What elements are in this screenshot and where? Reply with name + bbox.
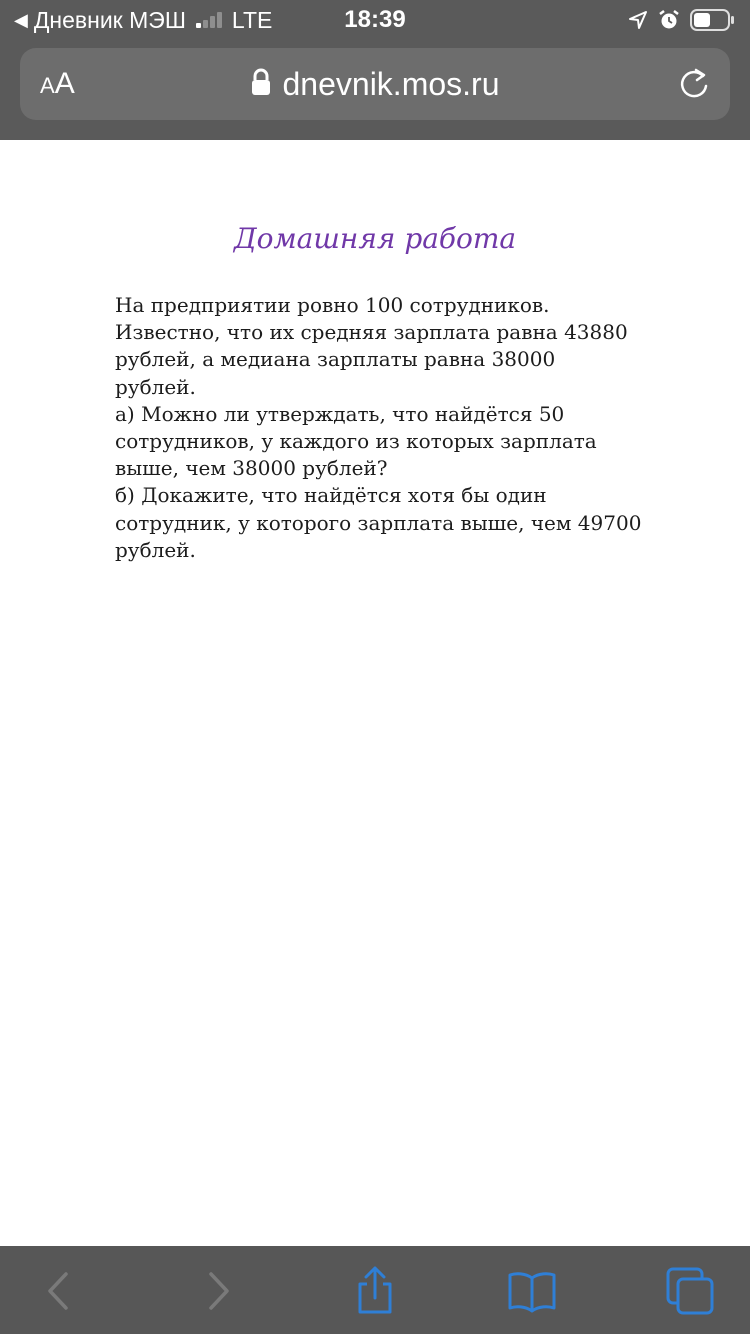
task-line: сотрудник, у которого зарплата выше, чем 49700 <box>115 510 642 535</box>
carrier-label: LTE <box>231 6 273 33</box>
task-line: Известно, что их средняя зарплата равна 43880 <box>115 320 628 345</box>
lock-icon <box>251 68 271 101</box>
browser-bottom-toolbar <box>0 1246 750 1334</box>
homework-title: Домашняя работа <box>233 222 517 255</box>
task-line: а) Можно ли утверждать, что найдётся 50 <box>115 401 565 426</box>
url-display[interactable] <box>20 48 730 120</box>
task-line: б) Докажите, что найдётся хотя бы один <box>115 483 547 508</box>
back-triangle-icon: ◀ <box>14 9 28 30</box>
location-arrow-icon <box>628 10 648 30</box>
url-text: dnevnik.mos.ru <box>282 65 500 102</box>
status-icons <box>628 6 736 34</box>
task-line: рублей. <box>115 537 196 562</box>
task-line: рублей. <box>115 374 196 399</box>
task-line: сотрудников, у каждого из которых зарплата <box>115 429 597 454</box>
alarm-clock-icon <box>658 9 680 31</box>
browser-top-chrome <box>0 0 750 140</box>
back-icon[interactable] <box>34 1266 84 1316</box>
back-app-label: Дневник МЭШ <box>33 6 186 33</box>
text-size-small-a: A <box>40 73 55 98</box>
forward-icon[interactable] <box>193 1266 243 1316</box>
homework-task-text <box>115 292 705 564</box>
task-line: На предприятии ровно 100 сотрудников. <box>115 293 550 317</box>
reload-icon[interactable] <box>676 66 712 102</box>
task-line: выше, чем 38000 рублей? <box>115 456 388 481</box>
tabs-icon[interactable] <box>665 1266 715 1316</box>
text-size-large-a: A <box>54 67 75 100</box>
status-time: 18:39 <box>344 6 406 33</box>
share-icon[interactable] <box>350 1266 400 1316</box>
task-line: рублей, а медиана зарплаты равна 38000 <box>115 347 556 372</box>
address-bar[interactable] <box>20 48 730 120</box>
bookmarks-icon[interactable] <box>507 1266 557 1316</box>
status-bar <box>0 0 750 40</box>
web-content[interactable] <box>0 140 750 1246</box>
battery-icon <box>690 8 736 32</box>
